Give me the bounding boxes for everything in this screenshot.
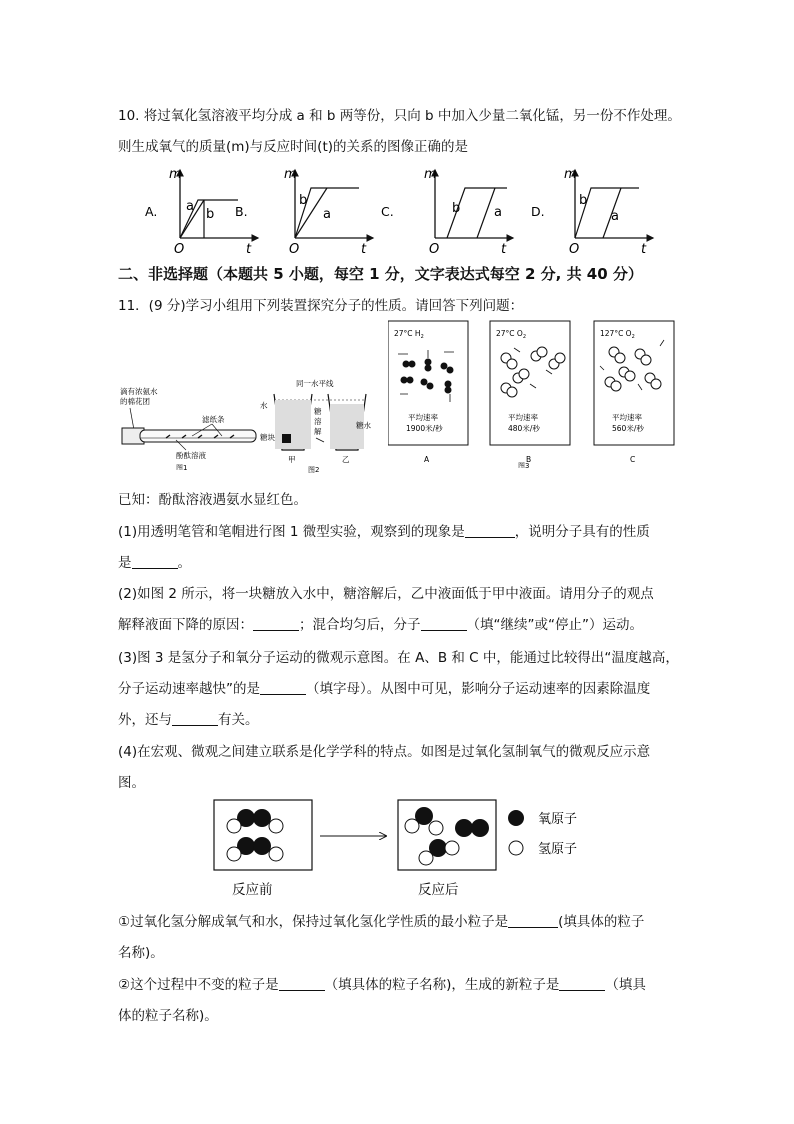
q11-part3-line1: (3)图 3 是氢分子和氧分子运动的微观示意图。在 A、B 和 C 中，能通过比较得出“温度越高， xyxy=(118,650,679,666)
q11-part4-line2: 图。 xyxy=(118,775,145,791)
graph-d-m: m xyxy=(564,167,577,182)
fig3-c-letter: C xyxy=(630,455,636,464)
graph-b-t: t xyxy=(361,242,367,257)
fig2-label-water: 水 xyxy=(260,401,268,410)
q11-sub1-line1 xyxy=(118,910,644,930)
graph-c-o: O xyxy=(429,242,440,257)
fig3-panel-a xyxy=(388,321,468,464)
figure-2 xyxy=(260,378,380,474)
fig1-label-cotton: 滴有浓氨水 xyxy=(120,387,158,396)
reaction-before-box xyxy=(214,800,312,870)
fig3-b-rate1: 平均速率 xyxy=(508,413,538,422)
graph-b-o: O xyxy=(289,242,300,257)
option-d-letter: D. xyxy=(531,204,545,219)
answer-blank[interactable] xyxy=(172,711,218,726)
fig1-label-solution: 酚酞溶液 xyxy=(176,451,206,460)
reaction-before-label: 反应前 xyxy=(232,882,273,898)
fig2-label-dissolve2: 溶 xyxy=(314,417,322,426)
q11-p3d: 外，还与 xyxy=(118,712,172,728)
q11-p3b: 分子运动速率越快”的是 xyxy=(118,681,260,697)
q11-s2a: ②这个过程中不变的粒子是 xyxy=(118,977,279,993)
option-a-letter: A. xyxy=(145,204,158,219)
graph-d-label1: b xyxy=(579,193,588,208)
fig2-label-dissolve3: 解 xyxy=(314,427,322,436)
q11-p2c: ；混合均匀后，分子 xyxy=(299,617,421,633)
q10-graphs xyxy=(140,160,670,260)
q11-s1a: ①过氧化氢分解成氧气和水，保持过氧化氢化学性质的最小粒子是 xyxy=(118,914,509,930)
fig3-b-letter: B xyxy=(526,455,532,464)
q11-sub2-line1 xyxy=(118,973,646,993)
q11-part2-line1: (2)如图 2 所示，将一块糖放入水中，糖溶解后，乙中液面低于甲中液面。请用分子的观点 xyxy=(118,586,654,602)
graph-a-label1: a xyxy=(186,199,194,214)
figure-3 xyxy=(388,318,698,468)
reaction-after-box xyxy=(398,800,496,870)
fig2-label-yi: 乙 xyxy=(342,455,350,464)
graph-a-o: O xyxy=(174,242,185,257)
fig3-caption: 图3 xyxy=(518,462,530,468)
q11-sub1-line2: 名称)。 xyxy=(118,945,164,961)
answer-blank[interactable] xyxy=(279,976,325,991)
legend-oxygen-icon xyxy=(508,810,524,826)
q11-part2-line2 xyxy=(118,613,643,633)
graph-c-m: m xyxy=(424,167,437,182)
q11-p1a: (1)用透明笔管和笔帽进行图 1 微型实验，观察到的现象是 xyxy=(118,524,465,540)
graph-b-label1: b xyxy=(299,193,308,208)
q11-p1d: 。 xyxy=(177,555,191,571)
fig2-label-jia: 甲 xyxy=(288,455,296,464)
fig1-label-cotton2: 的棉花团 xyxy=(120,397,150,406)
fig3-b-rate2: 480米/秒 xyxy=(508,424,540,433)
svg-text:127°C O2: 127°C $O_2$ xyxy=(600,329,635,340)
answer-blank[interactable] xyxy=(260,680,306,695)
graph-d-t: t xyxy=(641,242,647,257)
graph-d xyxy=(531,167,653,257)
graph-a-t: t xyxy=(246,242,252,257)
answer-blank[interactable] xyxy=(253,616,299,631)
reaction-after-label: 反应后 xyxy=(418,882,459,898)
reaction-diagram xyxy=(212,796,612,900)
fig3-a-rate2: 1900米/秒 xyxy=(406,424,443,433)
answer-blank[interactable] xyxy=(132,554,178,569)
graph-c xyxy=(381,167,513,257)
fig3-a-letter: A xyxy=(424,455,430,464)
svg-text:27°C O2: 27°C $O_2$ xyxy=(496,329,527,340)
fig2-caption: 图2 xyxy=(308,466,320,474)
graph-b-label2: a xyxy=(323,207,331,222)
graph-c-label2: a xyxy=(494,205,502,220)
fig2-label-sugar-water: 糖水 xyxy=(356,421,371,430)
q10-line2: 则生成氧气的质量(m)与反应时间(t)的关系的图像正确的是 xyxy=(118,139,469,155)
q11-sub2-line2: 体的粒子名称)。 xyxy=(118,1008,218,1024)
fig3-c-rate1: 平均速率 xyxy=(612,413,642,422)
graph-a-m: m xyxy=(169,167,182,182)
graph-c-label1: b xyxy=(452,201,461,216)
q11-p1c: 是 xyxy=(118,555,132,571)
answer-blank[interactable] xyxy=(421,616,467,631)
graph-b xyxy=(235,167,373,257)
q11-part3-line2 xyxy=(118,677,650,697)
fig3-panel-b xyxy=(490,321,570,464)
q11-p2d: （填“继续”或“停止”）运动。 xyxy=(466,617,643,633)
q11-s2c: （填具 xyxy=(605,977,646,993)
section2-title: 二、非选择题（本题共 5 小题，每空 1 分，文字表达式每空 2 分, 共 40 分） xyxy=(118,265,643,283)
option-c-letter: C. xyxy=(381,204,394,219)
answer-blank[interactable] xyxy=(559,976,605,991)
option-b-letter: B. xyxy=(235,204,248,219)
fig3-a-rate1: 平均速率 xyxy=(408,413,438,422)
q11-p2b: 解释液面下降的原因： xyxy=(118,617,253,633)
graph-c-t: t xyxy=(501,242,507,257)
answer-blank[interactable] xyxy=(508,913,558,928)
fig3-c-rate2: 560米/秒 xyxy=(612,424,644,433)
q10-line1: 10. 将过氧化氢溶液平均分成 a 和 b 两等份，只向 b 中加入少量二氧化锰，另一份不作处理。 xyxy=(118,108,681,124)
q11-p1b: ，说明分子具有的性质 xyxy=(514,524,650,540)
svg-text:27°C H2: 27°C $H_2$ xyxy=(394,329,424,340)
graph-a-label2: b xyxy=(206,207,215,222)
graph-b-m: m xyxy=(284,167,297,182)
q11-part3-line3 xyxy=(118,708,259,728)
q11-intro: 11．(9 分)学习小组用下列装置探究分子的性质。请回答下列问题： xyxy=(118,298,524,314)
legend-hydrogen-label: 氢原子 xyxy=(538,842,578,857)
q11-part1-line1 xyxy=(118,520,650,540)
graph-d-label2: a xyxy=(611,209,619,224)
q11-s1b: (填具体的粒子 xyxy=(558,914,645,930)
fig2-label-sugar-block: 糖块 xyxy=(260,433,275,442)
q11-part1-line2 xyxy=(118,551,191,571)
q11-p3e: 有关。 xyxy=(218,712,259,728)
fig3-panel-c xyxy=(594,321,674,464)
figure-1 xyxy=(116,378,266,470)
fig1-caption: 图1 xyxy=(176,464,188,470)
q11-s2b: （填具体的粒子名称)，生成的新粒子是 xyxy=(324,977,560,993)
legend-hydrogen-icon xyxy=(509,841,523,855)
answer-blank[interactable] xyxy=(465,523,515,538)
q11-part4-line1: (4)在宏观、微观之间建立联系是化学学科的特点。如图是过氧化氢制氧气的微观反应示意 xyxy=(118,744,651,760)
graph-d-o: O xyxy=(569,242,580,257)
fig2-label-level: 同一水平线 xyxy=(296,379,334,388)
fig2-label-dissolve1: 糖 xyxy=(314,407,322,416)
q11-p3c: （填字母）。从图中可见，影响分子运动速率的因素除温度 xyxy=(306,681,651,697)
legend-oxygen-label: 氧原子 xyxy=(538,812,578,827)
q11-known: 已知：酚酞溶液遇氨水显红色。 xyxy=(118,492,307,508)
fig1-label-paper: 滤纸条 xyxy=(202,415,225,424)
